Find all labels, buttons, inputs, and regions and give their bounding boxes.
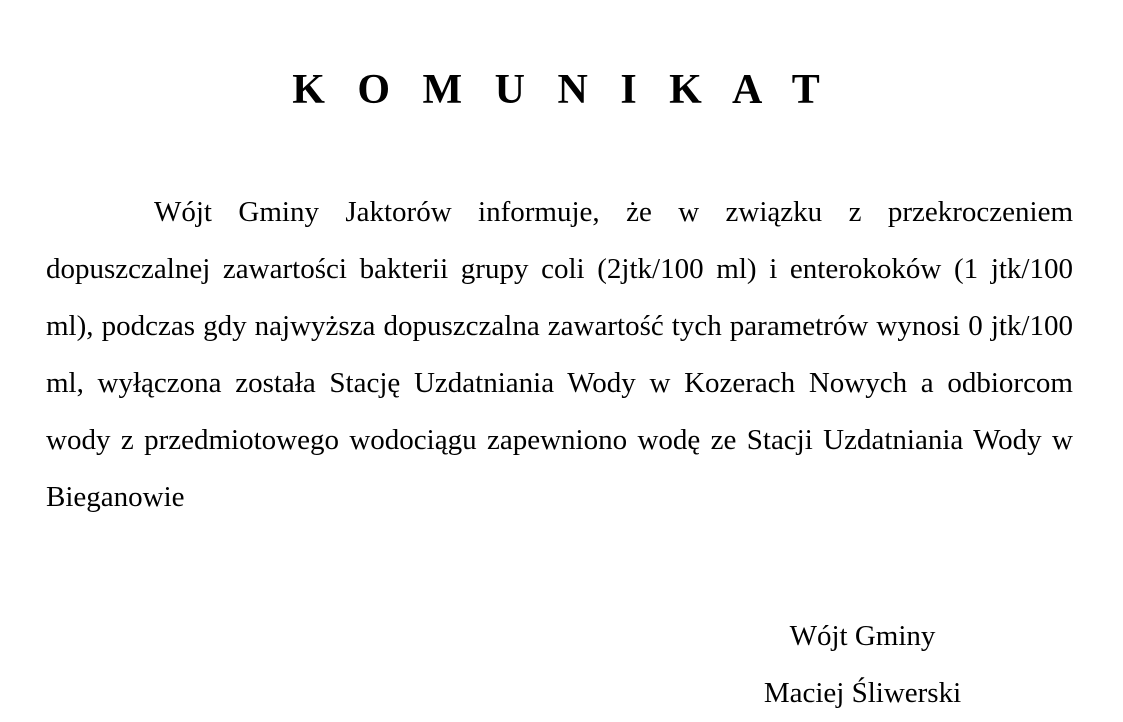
signature-name: Maciej Śliwerski	[763, 677, 962, 709]
announcement-body: Wójt Gminy Jaktorów informuje, że w związku z przekroczeniem dopuszczalnej zawartości bakterii grupy coli (2jtk/100 ml) i enterokoków (1 jtk/100 ml), podczas gdy najwyższa dopuszczalna zawartość tych parametrów wynosi 0 jtk/100 ml, wyłączona została Stację Uzdatniania Wody w Kozerach Nowych a odbiorcom wody z przedmiotowego wodociągu zapewniono wodę ze Stacji Uzdatniania Wody w Bieganowie	[46, 196, 1073, 513]
signature-block	[740, 608, 985, 722]
document-title: K O M U N I K A T	[292, 67, 831, 113]
signature-role: Wójt Gminy	[789, 620, 936, 652]
